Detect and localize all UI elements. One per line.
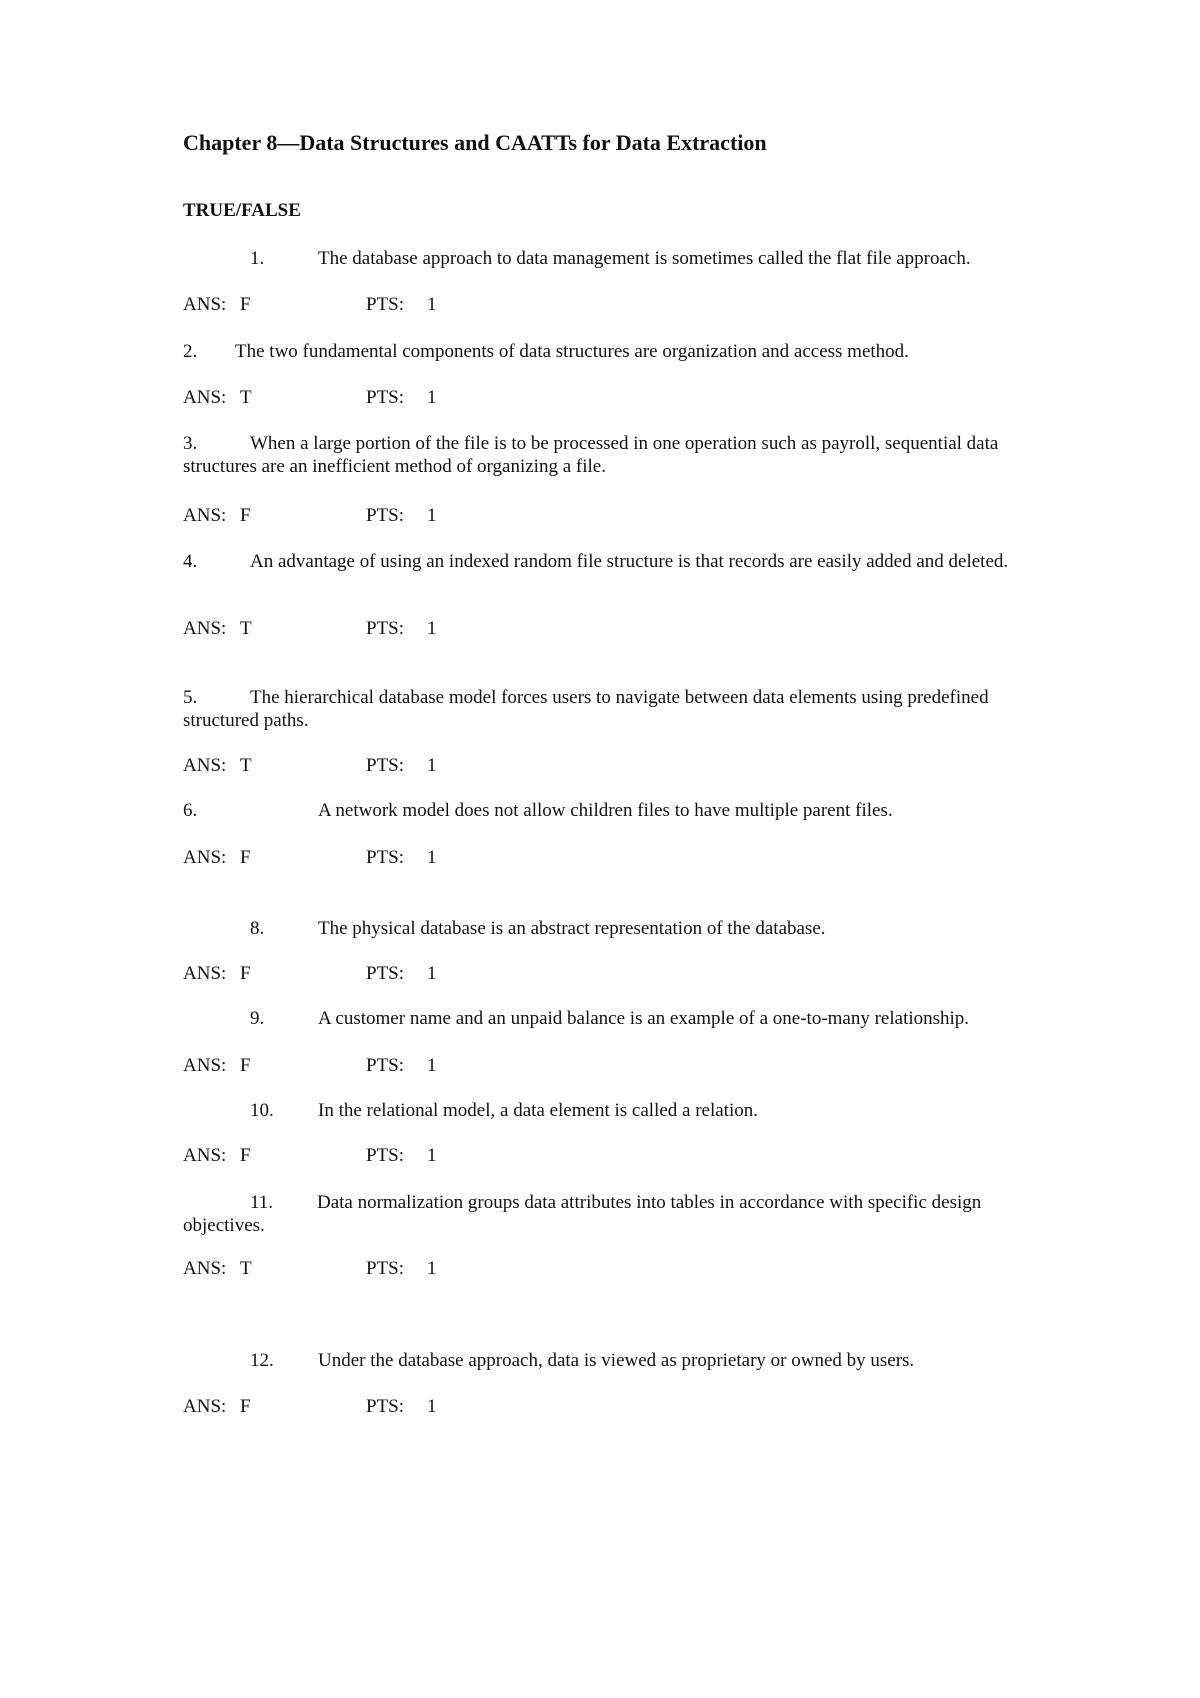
pts-value: 1: [427, 294, 437, 315]
question-number: 9.: [250, 1008, 265, 1029]
ans-label: ANS:: [183, 1145, 227, 1166]
question-text: The two fundamental components of data structures are organization and access method.: [235, 341, 909, 362]
pts-value: 1: [427, 755, 437, 776]
question-number: 11.: [250, 1192, 274, 1213]
pts-value: 1: [427, 847, 437, 868]
pts-label: PTS:: [366, 618, 405, 639]
question-text: The hierarchical database model forces users to navigate between data elements using predefined structured paths.: [183, 687, 989, 731]
ans-value: F: [240, 1145, 251, 1166]
pts-label: PTS:: [366, 294, 405, 315]
question-11: [183, 1191, 1003, 1237]
question-number: 5.: [183, 687, 198, 708]
ans-value: F: [240, 1055, 251, 1076]
ans-label: ANS:: [183, 1055, 227, 1076]
question-number: 10.: [250, 1100, 274, 1121]
pts-label: PTS:: [366, 1396, 405, 1417]
ans-value: F: [240, 847, 251, 868]
section-heading: TRUE/FALSE: [183, 200, 301, 221]
ans-value: T: [240, 618, 252, 639]
pts-label: PTS:: [366, 1258, 405, 1279]
pts-label: PTS:: [366, 755, 405, 776]
ans-value: T: [240, 387, 252, 408]
ans-label: ANS:: [183, 387, 227, 408]
question-number: 6.: [183, 800, 198, 821]
question-number: 3.: [183, 433, 198, 454]
ans-label: ANS:: [183, 294, 227, 315]
question-text: Data normalization groups data attributes into tables in accordance with specific design objectives.: [183, 1192, 982, 1236]
question-number: 12.: [250, 1350, 274, 1371]
question-text: An advantage of using an indexed random file structure is that records are easily added and deleted.: [250, 551, 1009, 572]
ans-label: ANS:: [183, 618, 227, 639]
ans-value: F: [240, 505, 251, 526]
pts-value: 1: [427, 963, 437, 984]
question-5: [183, 686, 1043, 732]
pts-value: 1: [427, 1396, 437, 1417]
ans-label: ANS:: [183, 963, 227, 984]
question-number: 2.: [183, 341, 198, 362]
ans-label: ANS:: [183, 1258, 227, 1279]
question-text: When a large portion of the file is to be processed in one operation such as payroll, sequential data structures are an inefficient method of organizing a file.: [183, 433, 999, 477]
pts-value: 1: [427, 387, 437, 408]
ans-value: T: [240, 1258, 252, 1279]
question-text: In the relational model, a data element is called a relation.: [318, 1100, 758, 1121]
pts-label: PTS:: [366, 505, 405, 526]
question-number: 4.: [183, 551, 198, 572]
question-text: The database approach to data management is sometimes called the flat file approach.: [318, 248, 971, 269]
ans-value: F: [240, 294, 251, 315]
ans-label: ANS:: [183, 505, 227, 526]
pts-value: 1: [427, 505, 437, 526]
question-number: 8.: [250, 918, 265, 939]
question-3: [183, 432, 1043, 478]
question-text: The physical database is an abstract representation of the database.: [318, 918, 826, 939]
question-text: A network model does not allow children files to have multiple parent files.: [318, 800, 893, 821]
question-text: Under the database approach, data is viewed as proprietary or owned by users.: [318, 1350, 915, 1371]
ans-label: ANS:: [183, 755, 227, 776]
pts-label: PTS:: [366, 847, 405, 868]
question-4: [183, 550, 1043, 573]
ans-label: ANS:: [183, 847, 227, 868]
pts-value: 1: [427, 1055, 437, 1076]
ans-value: F: [240, 963, 251, 984]
page-title: Chapter 8—Data Structures and CAATTs for Data Extraction: [183, 130, 767, 155]
pts-label: PTS:: [366, 1055, 405, 1076]
question-number: 1.: [250, 248, 265, 269]
ans-label: ANS:: [183, 1396, 227, 1417]
ans-value: T: [240, 755, 252, 776]
pts-label: PTS:: [366, 387, 405, 408]
pts-value: 1: [427, 618, 437, 639]
pts-value: 1: [427, 1258, 437, 1279]
question-text: A customer name and an unpaid balance is an example of a one-to-many relationship.: [318, 1008, 970, 1029]
pts-value: 1: [427, 1145, 437, 1166]
ans-value: F: [240, 1396, 251, 1417]
pts-label: PTS:: [366, 1145, 405, 1166]
pts-label: PTS:: [366, 963, 405, 984]
